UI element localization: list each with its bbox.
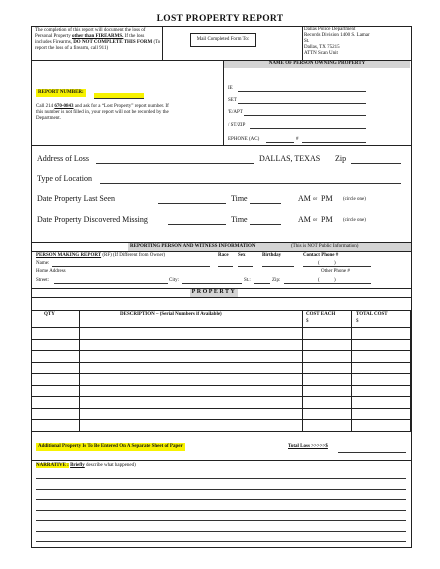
last-seen-circle-note: (circle one)	[343, 197, 366, 202]
last-seen-pm[interactable]: PM	[321, 194, 333, 203]
discovered-time-label: Time	[231, 215, 248, 224]
name-label: Name:	[36, 261, 50, 266]
type-of-location-label: Type of Location	[37, 174, 92, 183]
discovered-or: or	[313, 218, 318, 223]
other-phone-line[interactable]	[303, 283, 371, 284]
last-seen-label: Date Property Last Seen	[37, 194, 115, 203]
property-col-desc	[302, 310, 303, 431]
total-loss-line[interactable]	[338, 452, 406, 453]
property-row-line[interactable]	[31, 396, 410, 397]
rp-st-line[interactable]	[254, 283, 270, 284]
property-row-line[interactable]	[31, 419, 410, 420]
reporting-header-bar	[128, 243, 411, 251]
owner-line-apt[interactable]	[244, 115, 366, 116]
property-table	[31, 310, 411, 432]
rp-city-line[interactable]	[182, 283, 242, 284]
owner-line-phone[interactable]	[302, 142, 366, 143]
page-title: LOST PROPERTY REPORT	[156, 14, 284, 24]
name-line[interactable]	[52, 266, 210, 267]
call-instructions: Call 214 670-0843 and ask for a “Lost Property” report number. If this number is not filled in, your report will not be recorded by the Department.	[36, 104, 169, 121]
mail-label: Mail Completed Form To:	[196, 37, 250, 42]
birthday-line[interactable]	[262, 266, 294, 267]
last-seen-date-line[interactable]	[158, 203, 226, 204]
property-header-divider	[31, 297, 411, 298]
property-row-line[interactable]	[31, 385, 410, 386]
property-row-line[interactable]	[31, 373, 410, 374]
last-seen-time-label: Time	[231, 194, 248, 203]
reporting-header-divider	[31, 251, 411, 252]
contact-paren-open: (	[318, 261, 320, 266]
owner-line-city[interactable]	[250, 128, 366, 129]
owner-line-name[interactable]	[238, 91, 366, 92]
report-number-label: REPORT NUMBER:	[38, 90, 84, 95]
reporting-header: REPORTING PERSON AND WITNESS INFORMATION	[130, 244, 256, 249]
property-row-line[interactable]	[31, 408, 410, 409]
other-phone-label: Other Phone #	[321, 269, 350, 274]
owner-line-area-code[interactable]	[266, 142, 294, 143]
owner-field-street: SET	[228, 98, 237, 103]
discovered-pm[interactable]: PM	[321, 215, 333, 224]
owner-field-apt: 'E/APT	[228, 110, 243, 115]
last-seen-or: or	[313, 197, 318, 202]
address-of-loss-line[interactable]	[96, 163, 254, 164]
address-of-loss-label: Address of Loss	[37, 154, 89, 163]
property-header: PROPERTY	[191, 289, 237, 295]
last-seen-am[interactable]: AM	[298, 194, 311, 203]
property-col-cost	[351, 310, 352, 431]
contact-phone-line[interactable]	[303, 266, 371, 267]
narrative-line[interactable]	[36, 489, 406, 490]
street-label: Street:	[36, 278, 50, 283]
narrative-line[interactable]	[36, 520, 406, 521]
narrative-line[interactable]	[36, 478, 406, 479]
reporting-note: (This is NOT Public Information)	[291, 244, 359, 249]
owner-field-name: IE	[228, 86, 233, 91]
mail-label-box	[190, 33, 256, 47]
sex-label: Sex	[238, 253, 246, 258]
mailing-address: Dallas Police Department Records Division 1400 S. Lamar St. Dallas, TX 75215 ATTN Scan Unit	[304, 27, 370, 56]
property-row-line[interactable]	[31, 350, 410, 351]
intro-text: The completion of this report will document the loss of Personal Property other than FIREARMS. If the loss includes Firearms, DO NOT COMPLETE THIS FORM (To report the loss of a firearm, call 911)	[35, 28, 161, 51]
other-paren-close: )	[334, 278, 336, 283]
owner-bottom-divider	[31, 145, 411, 146]
zip-label: Zip	[335, 154, 347, 163]
rp-zip-label: Zip:	[272, 278, 281, 283]
narrative-line[interactable]	[36, 541, 406, 542]
qty-header: QTY	[44, 312, 55, 317]
discovered-label: Date Property Discovered Missing	[37, 215, 148, 224]
city-label: DALLAS, TEXAS	[259, 154, 321, 163]
rp-st-label: St.:	[244, 278, 251, 283]
narrative-line[interactable]	[36, 510, 406, 511]
mail-divider	[302, 26, 303, 60]
narrative-top-divider	[31, 460, 411, 461]
property-row-line[interactable]	[31, 339, 410, 340]
additional-property-note: Additional Property Is To Be Entered On A Separate Sheet of Paper	[38, 444, 183, 449]
narrative-line[interactable]	[36, 499, 406, 500]
type-of-location-line[interactable]	[100, 183, 401, 184]
description-header: DESCRIPTION – (Serial Numbers if Available)	[120, 312, 222, 317]
report-number-line	[94, 98, 144, 99]
contact-paren-close: )	[334, 261, 336, 266]
rp-city-label: City:	[169, 278, 180, 283]
cost-each-header: COST EACH	[306, 312, 336, 317]
property-col-qty	[79, 310, 80, 431]
race-label: Race	[218, 253, 229, 258]
intro-divider	[162, 26, 163, 60]
pmr-label: PERSON MAKING REPORT (RF) (If Different from Owner)	[36, 253, 166, 258]
discovered-circle-note: (circle one)	[343, 218, 366, 223]
last-seen-time-line[interactable]	[250, 203, 281, 204]
sex-line[interactable]	[238, 266, 253, 267]
property-row-line[interactable]	[31, 362, 410, 363]
narrative-line[interactable]	[36, 531, 406, 532]
owner-field-phone: EPHONE (AC)	[228, 137, 260, 142]
contact-phone-label: Contact Phone #	[303, 253, 339, 258]
zip-line[interactable]	[351, 163, 401, 164]
owner-field-city: / ST/ZIP	[228, 123, 246, 128]
discovered-am[interactable]: AM	[298, 215, 311, 224]
total-cost-dollar: $	[356, 319, 359, 324]
street-line[interactable]	[54, 283, 168, 284]
birthday-label: Birthday	[262, 253, 282, 258]
property-row-line[interactable]	[31, 327, 410, 328]
owner-header: NAME OF PERSON OWNING PROPERTY	[224, 61, 410, 68]
total-cost-header: TOTAL COST	[356, 312, 388, 317]
owner-divider	[223, 60, 224, 145]
narrative-label: NARRATIVE : Briefly describe what happened)	[36, 463, 136, 468]
discovered-time-line[interactable]	[250, 224, 281, 225]
owner-line-street[interactable]	[238, 103, 366, 104]
race-line[interactable]	[218, 266, 233, 267]
home-address-label: Home Address	[36, 269, 66, 274]
owner-hash: #	[296, 137, 299, 142]
other-paren-open: (	[318, 278, 320, 283]
cost-each-dollar: $	[306, 319, 309, 324]
total-loss-label: Total Loss >>>>>$	[288, 444, 328, 449]
discovered-date-line[interactable]	[168, 224, 226, 225]
